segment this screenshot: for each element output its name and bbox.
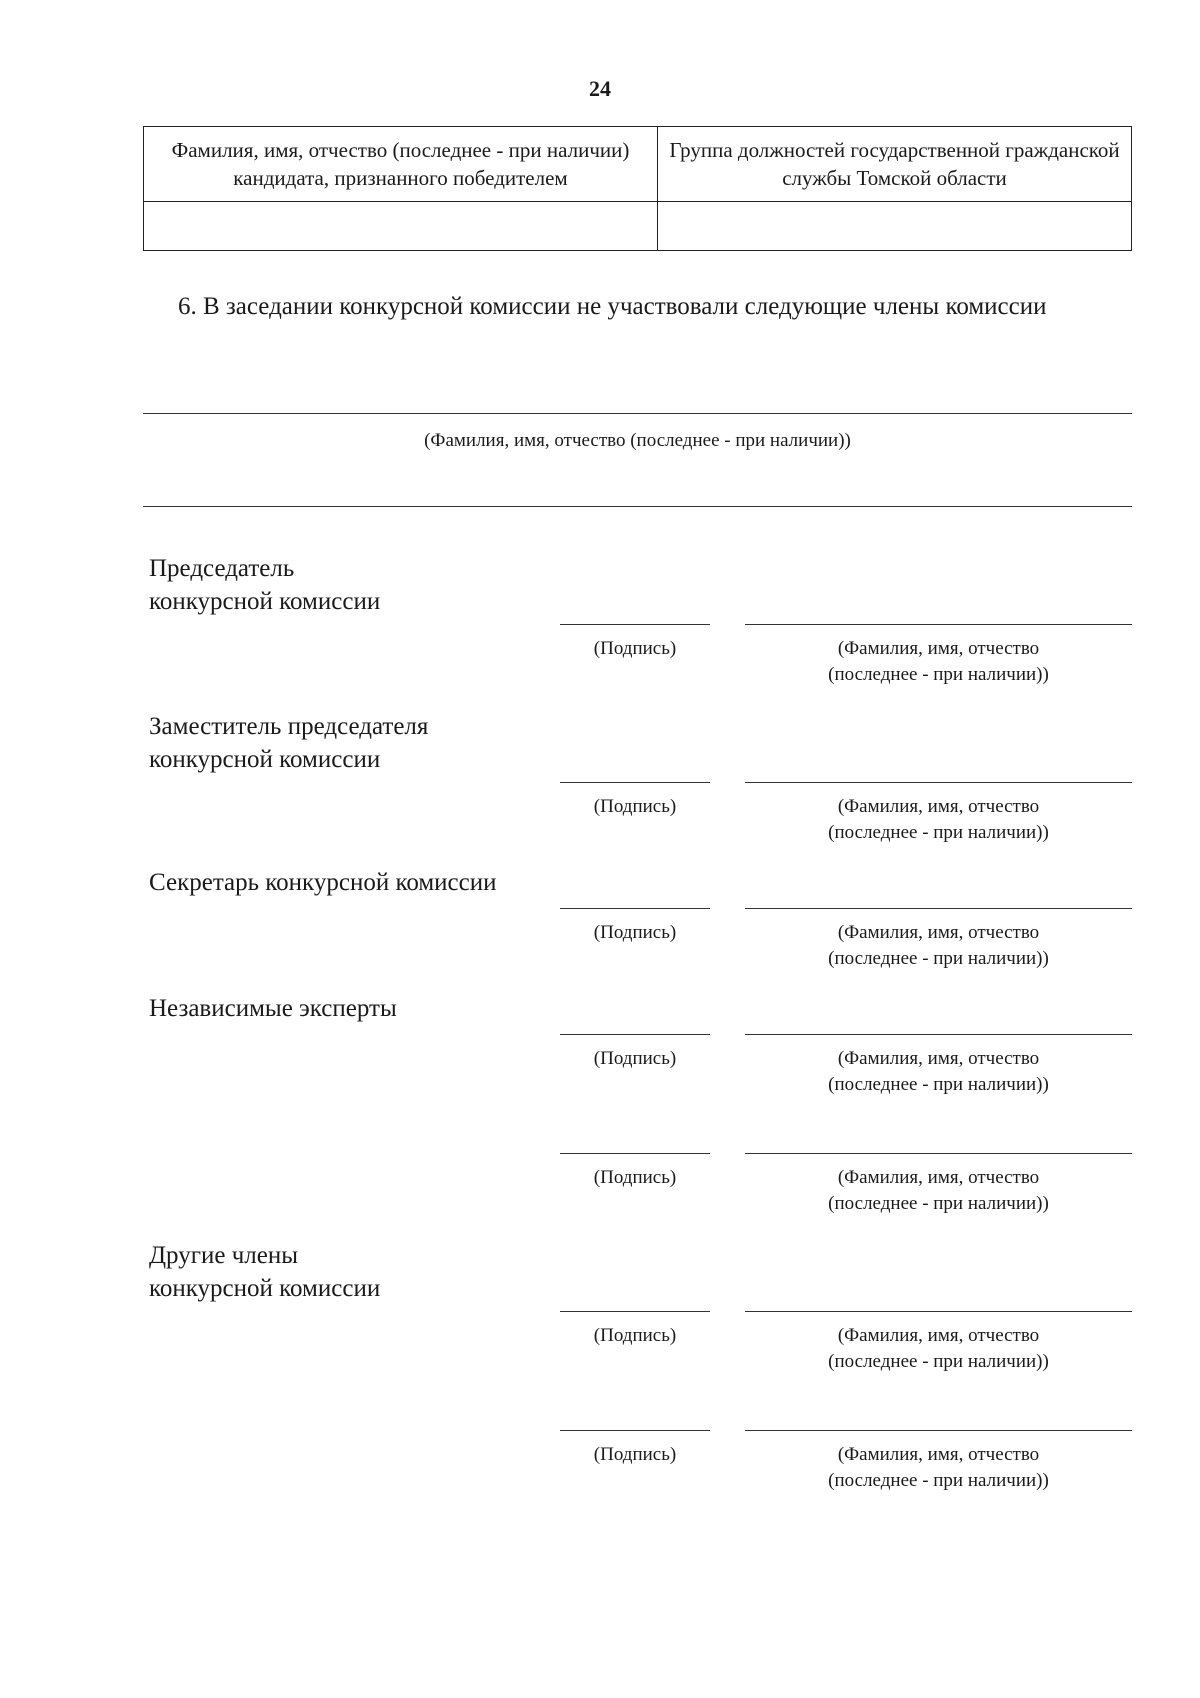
expert2-signature-line[interactable] [560, 1153, 710, 1154]
member1-fio-line[interactable] [745, 1311, 1132, 1312]
role-chairman-line1: Председатель [149, 555, 295, 582]
role-secretary: Секретарь конкурсной комиссии [149, 869, 497, 896]
expert1-signature-caption: (Подпись) [593, 1048, 677, 1069]
deputy-fio-line[interactable] [745, 782, 1132, 783]
expert2-fio-line[interactable] [745, 1153, 1132, 1154]
cell-winner-name[interactable] [144, 202, 658, 251]
member1-fio-caption [745, 1323, 1132, 1375]
absent-members-line[interactable] [143, 413, 1132, 414]
expert2-signature-caption: (Подпись) [593, 1167, 677, 1188]
role-other-members [149, 1239, 380, 1305]
fio-caption-line2: (последнее - при наличии)) [828, 664, 1049, 685]
winner-table [143, 126, 1132, 251]
expert2-fio-caption [745, 1165, 1132, 1217]
fio-caption-line2: (последнее - при наличии)) [828, 1074, 1049, 1095]
fio-caption-line1: (Фамилия, имя, отчество [837, 638, 1040, 659]
fio-caption-line1: (Фамилия, имя, отчество [837, 922, 1040, 943]
page-number: 24 [589, 76, 611, 101]
role-deputy-line2: конкурсной комиссии [149, 746, 381, 773]
deputy-signature-caption: (Подпись) [593, 796, 677, 817]
role-others-line1: Другие члены [149, 1242, 299, 1269]
role-others-line2: конкурсной комиссии [149, 1275, 381, 1302]
role-independent-experts: Независимые эксперты [149, 995, 397, 1022]
fio-caption-line1: (Фамилия, имя, отчество [837, 1444, 1040, 1465]
role-deputy-chairman [149, 710, 428, 776]
fio-caption-line1: (Фамилия, имя, отчество [837, 796, 1040, 817]
deputy-signature-line[interactable] [560, 782, 710, 783]
fio-caption-line1: (Фамилия, имя, отчество [837, 1325, 1040, 1346]
member2-fio-line[interactable] [745, 1430, 1132, 1431]
expert1-signature-line[interactable] [560, 1034, 710, 1035]
deputy-fio-caption [745, 794, 1132, 846]
absent-members-line-2[interactable] [143, 506, 1132, 507]
absent-members-caption: (Фамилия, имя, отчество (последнее - при наличии)) [424, 430, 851, 451]
member2-signature-caption: (Подпись) [593, 1444, 677, 1465]
expert1-fio-line[interactable] [745, 1034, 1132, 1035]
role-chairman [149, 552, 380, 618]
chairman-fio-line[interactable] [745, 624, 1132, 625]
secretary-signature-line[interactable] [560, 908, 710, 909]
fio-caption-line1: (Фамилия, имя, отчество [837, 1048, 1040, 1069]
expert1-fio-caption [745, 1046, 1132, 1098]
chairman-signature-line[interactable] [560, 624, 710, 625]
secretary-fio-caption [745, 920, 1132, 972]
header-winner-name: Фамилия, имя, отчество (последнее - при наличии) кандидата, признанного победителем [144, 127, 658, 202]
role-deputy-line1: Заместитель председателя [149, 713, 429, 740]
cell-position-group[interactable] [658, 202, 1132, 251]
chairman-fio-caption [745, 636, 1132, 688]
section-6-text: 6. В заседании конкурсной комиссии не участвовали следующие члены комиссии [178, 293, 1047, 320]
fio-caption-line2: (последнее - при наличии)) [828, 1470, 1049, 1491]
fio-caption-line2: (последнее - при наличии)) [828, 948, 1049, 969]
member2-fio-caption [745, 1442, 1132, 1494]
fio-caption-line1: (Фамилия, имя, отчество [837, 1167, 1040, 1188]
secretary-fio-line[interactable] [745, 908, 1132, 909]
header-position-group: Группа должностей государственной гражданской службы Томской области [658, 127, 1132, 202]
table-header-row [144, 127, 1132, 202]
member1-signature-line[interactable] [560, 1311, 710, 1312]
fio-caption-line2: (последнее - при наличии)) [828, 822, 1049, 843]
table-row [144, 202, 1132, 251]
chairman-signature-caption: (Подпись) [593, 638, 677, 659]
member1-signature-caption: (Подпись) [593, 1325, 677, 1346]
fio-caption-line2: (последнее - при наличии)) [828, 1193, 1049, 1214]
role-chairman-line2: конкурсной комиссии [149, 588, 381, 615]
member2-signature-line[interactable] [560, 1430, 710, 1431]
secretary-signature-caption: (Подпись) [593, 922, 677, 943]
fio-caption-line2: (последнее - при наличии)) [828, 1351, 1049, 1372]
